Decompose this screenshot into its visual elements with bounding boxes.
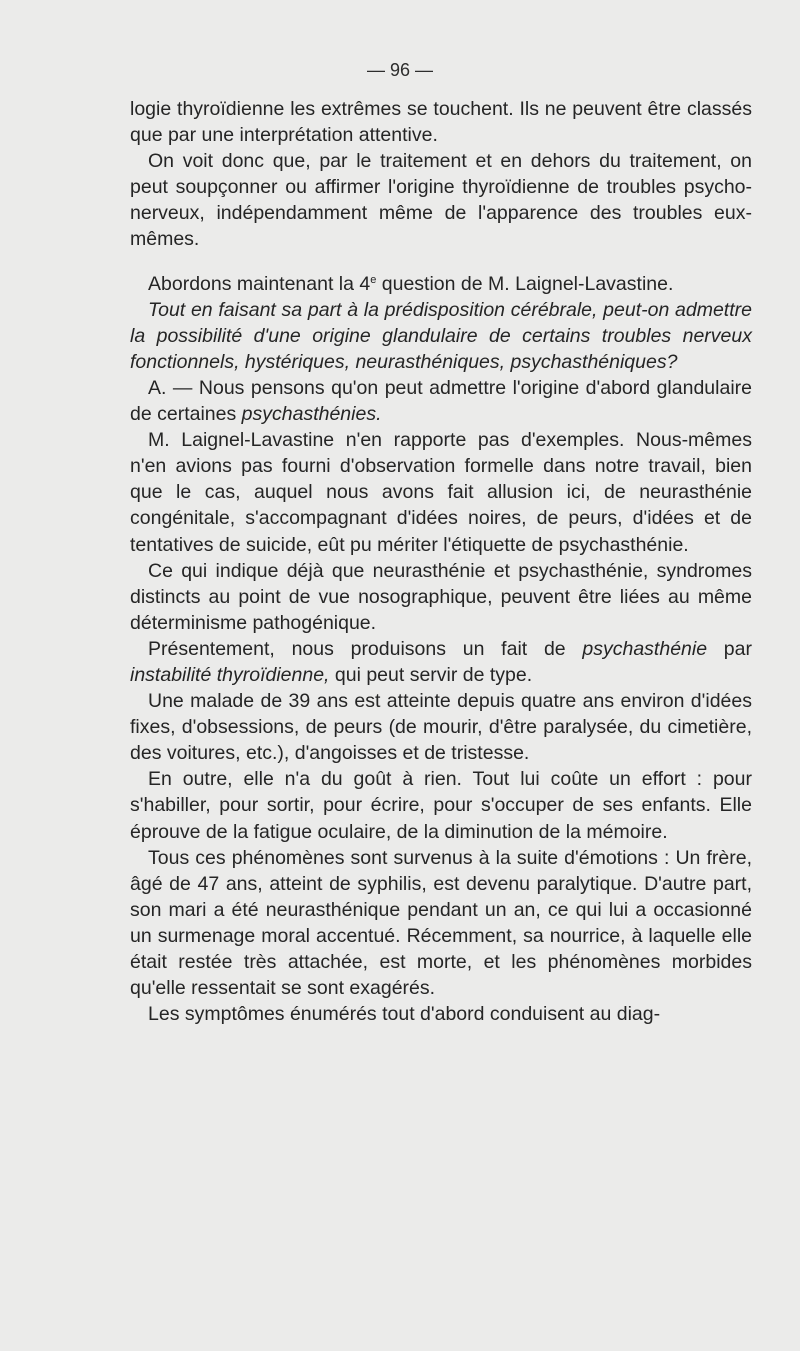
fourth-question-text: Abordons maintenant la 4 — [148, 272, 371, 295]
paragraph-answer — [130, 375, 752, 427]
paragraph-emotional-causes: Tous ces phénomènes sont survenus à la suite d'émotions : Un frère, âgé de 47 ans, atteint de syphilis, est devenu paralytique. D'autre part, son mari a été neurasthénique pendant un an, ce qui lui a occasionné un surmenage moral accentué. Récemment, sa nourrice, à laquelle elle était restée très attachée, est morte, et les phénomènes morbides qu'elle ressentait se sont exagérés. — [130, 846, 752, 1000]
paragraph-same-determinism: Ce qui indique déjà que neurasthénie et psychasthénie, syndromes distincts au point de vue nosographique, peuvent être liées au même déterminisme pathogénique. — [130, 559, 752, 634]
present-case-end: qui peut servir de type. — [329, 663, 533, 686]
paragraph-no-examples: M. Laignel-Lavastine n'en rapporte pas d'exemples. Nous-mêmes n'en avions pas fourni d'observation formelle dans notre travail, bien que le cas, auquel nous avons fait allusion ici, de neurasthénie congénitale, s'accompagnant d'idées noires, de peurs, d'idées et de tentatives de suicide, eût pu mériter l'étiquette de psychasthénie. — [130, 429, 752, 556]
paragraph-fourth-question — [130, 271, 752, 297]
present-case-mid: par — [707, 637, 752, 660]
body-text — [130, 96, 752, 1027]
paragraph-thyroid-origin: On voit donc que, par le traitement et en dehors du traitement, on peut soupçonner ou affirmer l'origine thyroïdienne de troubles psycho-nerveux, indépendamment même de l'apparence des troubles eux-mêmes. — [130, 150, 752, 251]
paragraph-patient-description: Une malade de 39 ans est atteinte depuis quatre ans environ d'idées fixes, d'obsessions, de peurs (de mourir, d'être paralysée, du cimetière, des voitures, etc.), d'angoisses et de tristesse. — [130, 690, 752, 765]
page-number: — 96 — — [366, 60, 434, 80]
present-case-text: Présentement, nous produisons un fait de — [148, 637, 583, 660]
paragraph-additional-symptoms: En outre, elle n'a du goût à rien. Tout lui coûte un effort : pour s'habiller, pour sortir, pour écrire, pour s'occuper de ses enfants. Elle éprouve de la fatigue oculaire, de la diminution de la mémoire. — [130, 768, 752, 843]
paragraph-question-italic: Tout en faisant sa part à la prédisposition cérébrale, peut-on admettre la possibilité d'une origine glandulaire de certains troubles nerveux fonctionnels, hystériques, neurasthéniques, psychasthéniques? — [130, 298, 752, 373]
present-case-italic-1: psychasthénie — [582, 637, 708, 660]
ordinal-suffix: e — [370, 273, 377, 286]
paragraph-continuation: logie thyroïdienne les extrêmes se touchent. Ils ne peuvent être classés que par une interprétation attentive. — [130, 98, 752, 147]
answer-text: A. — Nous pensons qu'on peut admettre l'origine d'abord glandulaire de certaines — [130, 376, 752, 426]
answer-italic-term: psychasthénies. — [241, 403, 382, 426]
paragraph-present-case — [130, 636, 752, 688]
present-case-italic-2: instabilité thyroïdienne, — [130, 663, 330, 686]
fourth-question-text-end: question de M. Laignel-Lavastine. — [376, 272, 674, 295]
paragraph-diagnosis: Les symptômes énumérés tout d'abord conduisent au diag- — [148, 1003, 661, 1026]
